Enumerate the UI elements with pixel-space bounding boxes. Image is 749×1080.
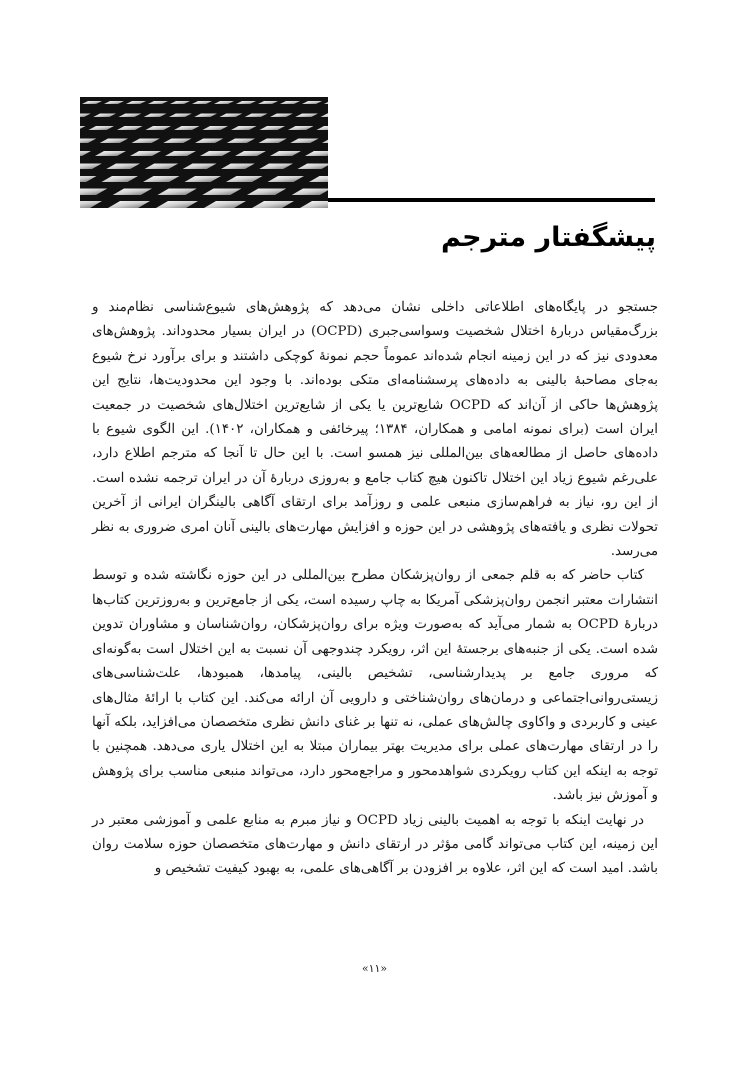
paragraph-2: کتاب حاضر که به قلم جمعی از روان‌پزشکان مطرح بین‌المللی در این حوزه نگاشته شده و توسط انتشارات معتبر انجمن روان‌پزشکی آمریکا به چاپ رسیده است، یکی از جامع‌ترین و به‌روزترین کتاب‌ها دربارهٔ OCPD به شمار می‌آید که به‌صورت ویژه برای روان‌پزشکان، روان‌شناسان و مشاوران تدوین شده است. یکی از جنبه‌های برجستهٔ این اثر، رویکرد چندوجهی آن نسبت به این اختلال است به‌گونه‌ای که مروری جامع بر پدیدارشناسی، تشخیص بالینی، پیامدها، همبودها، علت‌شناسی‌های زیستی‌روانی‌اجتماعی و درمان‌های روان‌شناختی و دارویی آن ارائه می‌کند. این کتاب با ارائهٔ مثال‌های عینی و کاربردی و واکاوی چالش‌های عملی، نه تنها بر غنای دانش نظری متخصصان می‌افزاید، بلکه آنها را در ارتقای مهارت‌های عملی برای مدیریت بهتر بیماران مبتلا به این اختلال یاری می‌دهد. همچنین با توجه به اینکه این کتاب رویکردی شواهدمحور و مراجع‌محور دارد، می‌تواند منبعی مناسب برای پژوهش و آموزش نیز باشد. — [92, 568, 658, 804]
body-text — [92, 296, 658, 882]
metal-grid-pattern-icon — [80, 97, 328, 208]
paragraph-1: جستجو در پایگاه‌های اطلاعاتی داخلی نشان می‌دهد که پژوهش‌های شیوع‌شناسی نظام‌مند و بزرگ‌مقیاس دربارهٔ اختلال شخصیت وسواسی‌جبری (OCPD) در ایران بسیار محدوداند. پژوهش‌های معدودی نیز که در این زمینه انجام شده‌اند عموماً حجم نمونهٔ کوچکی داشتند و برای برآورد نرخ شیوع به‌جای مصاحبهٔ بالینی به داده‌های پرسشنامه‌ای متکی بوده‌اند. با وجود این محدودیت‌ها، نتایج این پژوهش‌ها حاکی از آن‌اند که OCPD شایع‌ترین یا یکی از شایع‌ترین اختلال‌های شخصیت در جمعیت ایران است (برای نمونه امامی و همکاران، ۱۳۸۴؛ پیرخائفی و همکاران، ۱۴۰۲). این الگوی شیوع با داده‌های حاصل از مطالعه‌های بین‌المللی نیز همسو است. با این حال تا آنجا که مترجم اطلاع دارد، علی‌رغم شیوع زیاد این اختلال تاکنون هیچ کتاب جامع و به‌روزی دربارهٔ آن در ایران ترجمه نشده است. از این رو، نیاز به فراهم‌سازی منبعی علمی و روزآمد برای ارتقای آگاهی بالینگران ایرانی از آخرین تحولات نظری و یافته‌های پژوهشی در این حوزه و افزایش مهارت‌های بالینی آنان امری ضروری به نظر می‌رسد. — [92, 300, 658, 560]
chapter-header-image — [80, 97, 328, 208]
paragraph-3: در نهایت اینکه با توجه به اهمیت بالینی زیاد OCPD و نیاز مبرم به منابع علمی و آموزشی معتبر در این زمینه، این کتاب می‌تواند گامی مؤثر در ارتقای دانش و مهارت‌های متخصصان حوزه سلامت روان باشد. امید است که این اثر، علاوه بر افزودن بر آگاهی‌های علمی، به بهبود کیفیت تشخیص و — [92, 812, 658, 877]
page-number: «۱۱» — [361, 962, 388, 975]
chapter-title: پیشگفتار مترجم — [440, 222, 656, 253]
header-rule — [328, 198, 655, 202]
